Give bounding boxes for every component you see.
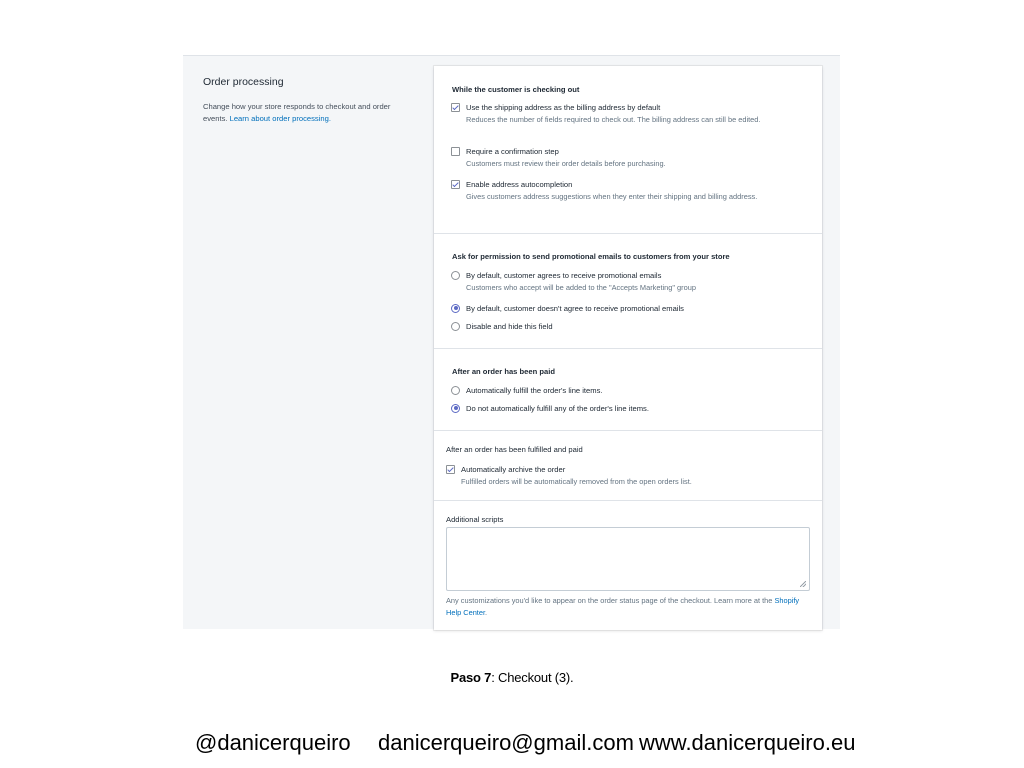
additional-scripts-section [434, 501, 822, 630]
checkout-heading: While the customer is checking out [452, 85, 580, 94]
auto-archive-checkbox[interactable] [446, 465, 455, 474]
auto-fulfill-radio[interactable] [451, 386, 460, 395]
learn-order-processing-link[interactable]: Learn about order processing. [229, 114, 331, 123]
confirmation-step-checkbox[interactable] [451, 147, 460, 156]
option-auto-archive [446, 464, 806, 488]
no-auto-fulfill-radio[interactable] [451, 404, 460, 413]
footer-twitter: @danicerqueiro [195, 730, 351, 755]
not-agree-emails-radio[interactable] [451, 304, 460, 313]
option-help: Customers must review their order details before purchasing. [466, 159, 666, 168]
option-label[interactable]: Automatically fulfill the order's line items. [466, 385, 603, 395]
option-shipping-as-billing [451, 102, 811, 126]
promotional-emails-section [434, 234, 822, 349]
shipping-as-billing-checkbox[interactable] [451, 103, 460, 112]
option-label[interactable]: Enable address autocompletion [466, 179, 573, 189]
option-label[interactable]: Disable and hide this field [466, 321, 553, 331]
option-help: Gives customers address suggestions when they enter their shipping and billing address. [466, 192, 758, 201]
option-agrees-emails [451, 270, 811, 294]
paid-heading: After an order has been paid [452, 367, 555, 376]
option-confirmation-step [451, 146, 811, 170]
section-intro [203, 76, 403, 125]
section-description [203, 101, 403, 125]
section-description-text: Change how your store responds to checkout and order events. [203, 102, 391, 123]
slide-caption [0, 670, 1024, 685]
address-autocompletion-checkbox[interactable] [451, 180, 460, 189]
additional-scripts-textarea[interactable] [446, 527, 810, 591]
shopify-help-center-link[interactable]: Shopify Help Center [446, 596, 800, 617]
order-paid-section [434, 349, 822, 431]
option-label[interactable]: Automatically archive the order [461, 464, 566, 474]
order-processing-card [434, 66, 822, 630]
option-label[interactable]: By default, customer doesn't agree to receive promotional emails [466, 303, 684, 313]
option-label[interactable]: Require a confirmation step [466, 146, 559, 156]
option-label[interactable]: Do not automatically fulfill any of the order's line items. [466, 403, 649, 413]
caption-text: : Checkout (3). [491, 670, 574, 685]
scripts-help-text: Any customizations you'd like to appear on the order status page of the checkout. Learn more at the [446, 596, 773, 605]
agrees-emails-radio[interactable] [451, 271, 460, 280]
scripts-heading: Additional scripts [446, 515, 504, 524]
section-title: Order processing [203, 76, 284, 88]
option-auto-fulfill [451, 385, 811, 395]
checkout-section [434, 66, 822, 234]
option-help: Reduces the number of fields required to check out. The billing address can still be edited. [466, 115, 761, 124]
option-label[interactable]: Use the shipping address as the billing address by default [466, 102, 661, 112]
option-help: Fulfilled orders will be automatically removed from the open orders list. [461, 477, 692, 486]
option-address-autocompletion [451, 179, 811, 203]
option-no-auto-fulfill [451, 403, 811, 413]
caption-step: Paso 7 [450, 670, 492, 685]
order-fulfilled-section [434, 431, 822, 501]
option-not-agree-emails [451, 303, 811, 313]
scripts-help-end: . [485, 608, 488, 617]
footer-website: www.danicerqueiro.eu [639, 730, 856, 755]
disable-field-radio[interactable] [451, 322, 460, 331]
footer-email: danicerqueiro@gmail.com [378, 730, 634, 755]
option-help: Customers who accept will be added to the "Accepts Marketing" group [466, 283, 696, 292]
emails-heading: Ask for permission to send promotional emails to customers from your store [452, 252, 730, 261]
slide-footer [0, 730, 1024, 760]
fulfilled-heading: After an order has been fulfilled and paid [446, 445, 583, 454]
settings-screenshot [183, 55, 840, 629]
option-disable-field [451, 321, 811, 331]
textarea-resize-grip[interactable] [800, 581, 806, 587]
option-label[interactable]: By default, customer agrees to receive promotional emails [466, 270, 662, 280]
scripts-help [446, 595, 816, 619]
